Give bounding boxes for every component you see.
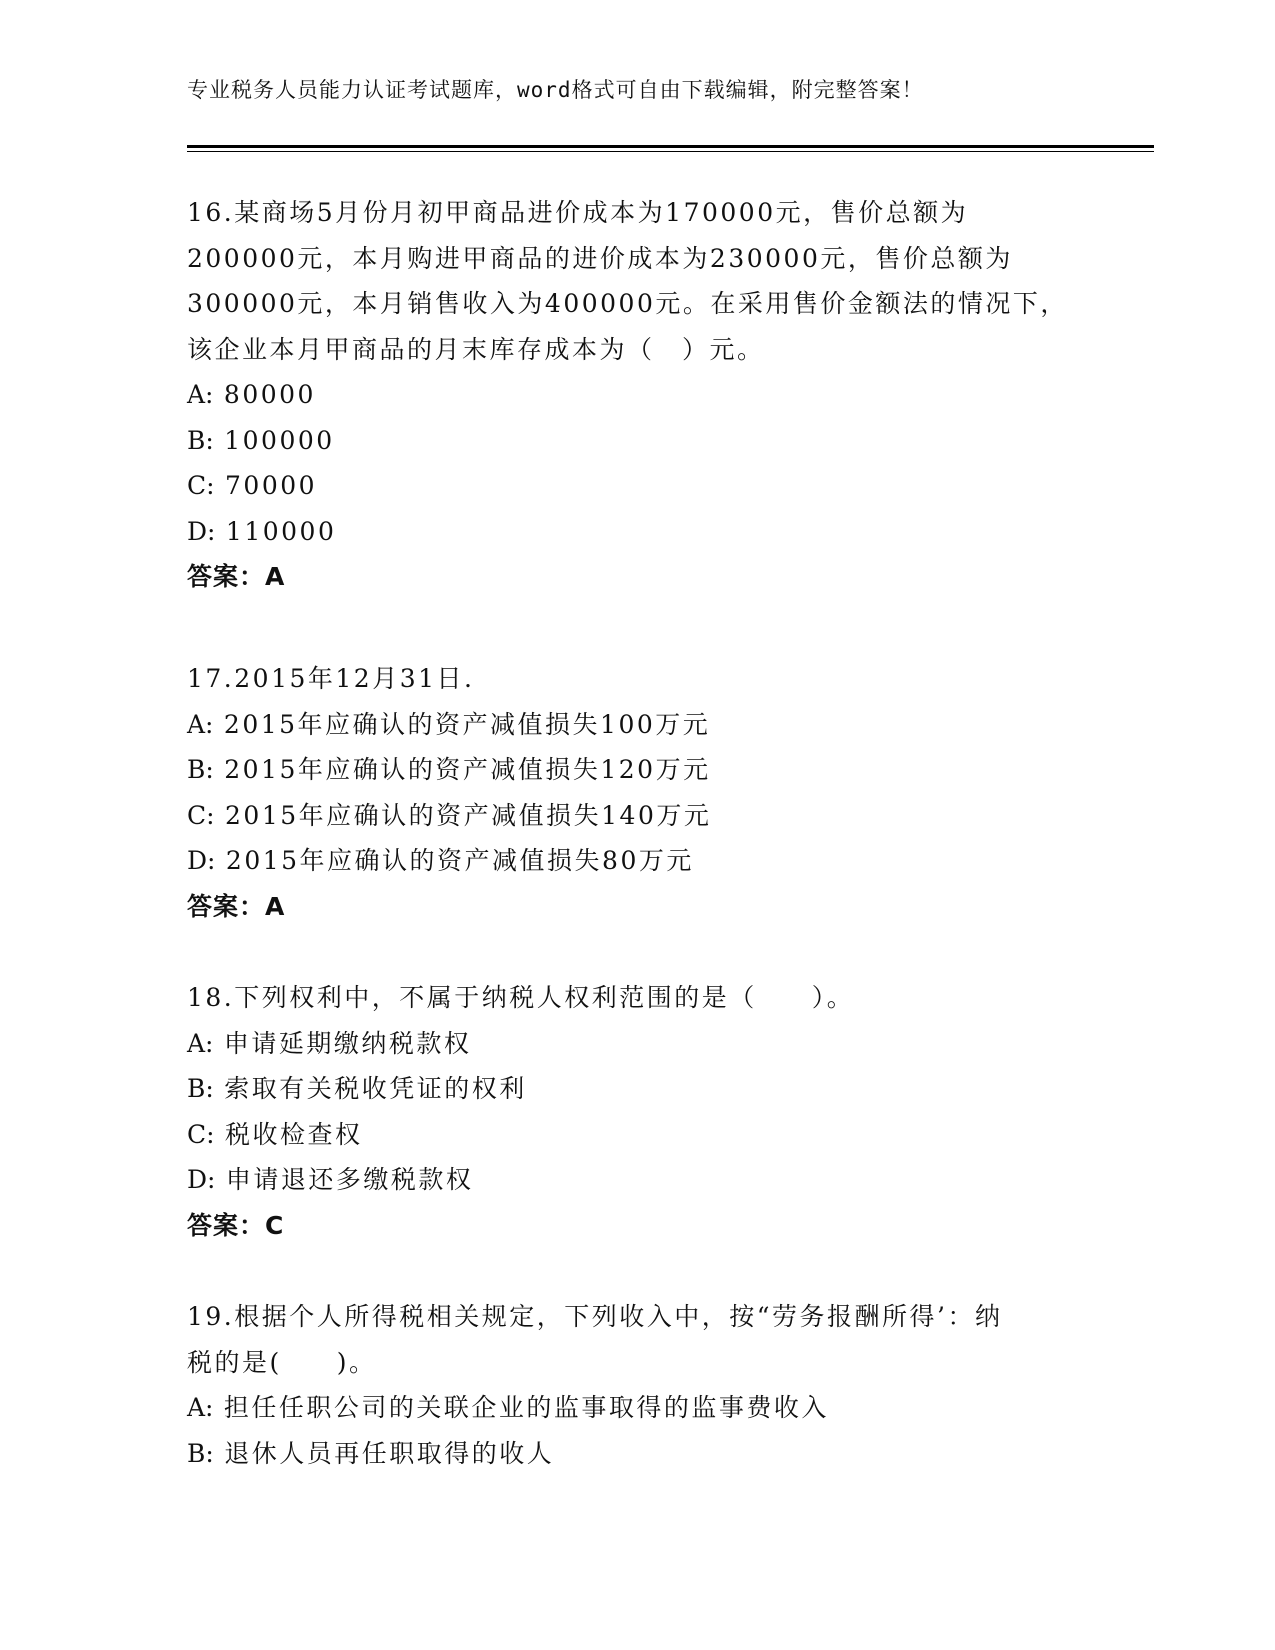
option-b [187, 747, 1087, 793]
option-key: B: [187, 1438, 214, 1468]
option-key: A: [187, 1028, 214, 1058]
question-stem-line: 16.某商场5月份月初甲商品进价成本为170000元，售价总额为 [187, 198, 969, 227]
option-key: A: [187, 1393, 214, 1422]
option-key: B: [187, 425, 214, 455]
option-a [187, 702, 1087, 748]
option-text: 索取有关税收凭证的权利 [213, 1074, 527, 1103]
option-text: 100000 [213, 425, 335, 455]
option-a [187, 1385, 1087, 1431]
option-text: 2015年应确认的资产减值损失140万元 [214, 800, 712, 830]
option-b [187, 1431, 1087, 1477]
option-key: B: [187, 755, 214, 784]
option-d [187, 509, 1087, 555]
option-d [187, 838, 1087, 884]
option-text: 110000 [215, 516, 337, 546]
question-17 [187, 656, 1087, 929]
option-text: 申请延期缴纳税款权 [213, 1028, 472, 1058]
option-text: 2015年应确认的资产减值损失100万元 [213, 709, 711, 739]
option-key: C: [187, 471, 215, 500]
question-16 [187, 190, 1087, 600]
answer: 答案：C [187, 1210, 285, 1240]
question-stem-line: 18.下列权利中，不属于纳税人权利范围的是（ ）。 [187, 983, 855, 1012]
question-stem-line: 300000元，本月销售收入为400000元。在采用售价金额法的情况下， [187, 289, 1068, 318]
option-text: 2015年应确认的资产减值损失120万元 [213, 755, 711, 784]
option-d [187, 1157, 1087, 1203]
option-c [187, 1112, 1087, 1158]
option-key: D: [187, 846, 216, 875]
option-key: D: [187, 516, 216, 546]
answer: 答案：A [187, 562, 286, 591]
question-stem-line: 19.根据个人所得税相关规定，下列收入中，按“劳务报酬所得’：纳 [187, 1302, 1003, 1331]
question-stem-line: 17.2015年12月31日. [187, 664, 475, 693]
option-a [187, 372, 1087, 418]
question-18 [187, 975, 1087, 1248]
option-text: 80000 [213, 380, 316, 409]
option-b [187, 418, 1087, 464]
question-stem-line: 200000元，本月购进甲商品的进价成本为230000元，售价总额为 [187, 243, 1013, 273]
question-19 [187, 1294, 1087, 1476]
header-title: 专业税务人员能力认证考试题库，word格式可自由下载编辑，附完整答案！ [187, 78, 924, 102]
option-text: 70000 [214, 471, 318, 500]
answer: 答案：A [187, 891, 286, 921]
option-b [187, 1066, 1087, 1112]
option-text: 税收检查权 [214, 1119, 363, 1149]
option-text: 申请退还多缴税款权 [215, 1165, 474, 1194]
option-key: A: [187, 380, 214, 409]
option-key: C: [187, 800, 215, 830]
header-rule-thin [187, 151, 1154, 152]
option-c [187, 793, 1087, 839]
option-c [187, 463, 1087, 509]
option-key: D: [187, 1165, 216, 1194]
option-key: A: [187, 709, 214, 739]
option-text: 2015年应确认的资产减值损失80万元 [215, 846, 694, 875]
header-rule-thick [187, 145, 1154, 148]
option-a [187, 1021, 1087, 1067]
question-stem-line: 税的是( )。 [187, 1347, 377, 1377]
question-stem-line: 该企业本月甲商品的月末库存成本为（ ）元。 [187, 334, 765, 364]
option-key: B: [187, 1074, 214, 1103]
option-text: 担任任职公司的关联企业的监事取得的监事费收入 [213, 1393, 829, 1422]
option-key: C: [187, 1119, 215, 1149]
option-text: 退休人员再任职取得的收人 [213, 1438, 555, 1468]
